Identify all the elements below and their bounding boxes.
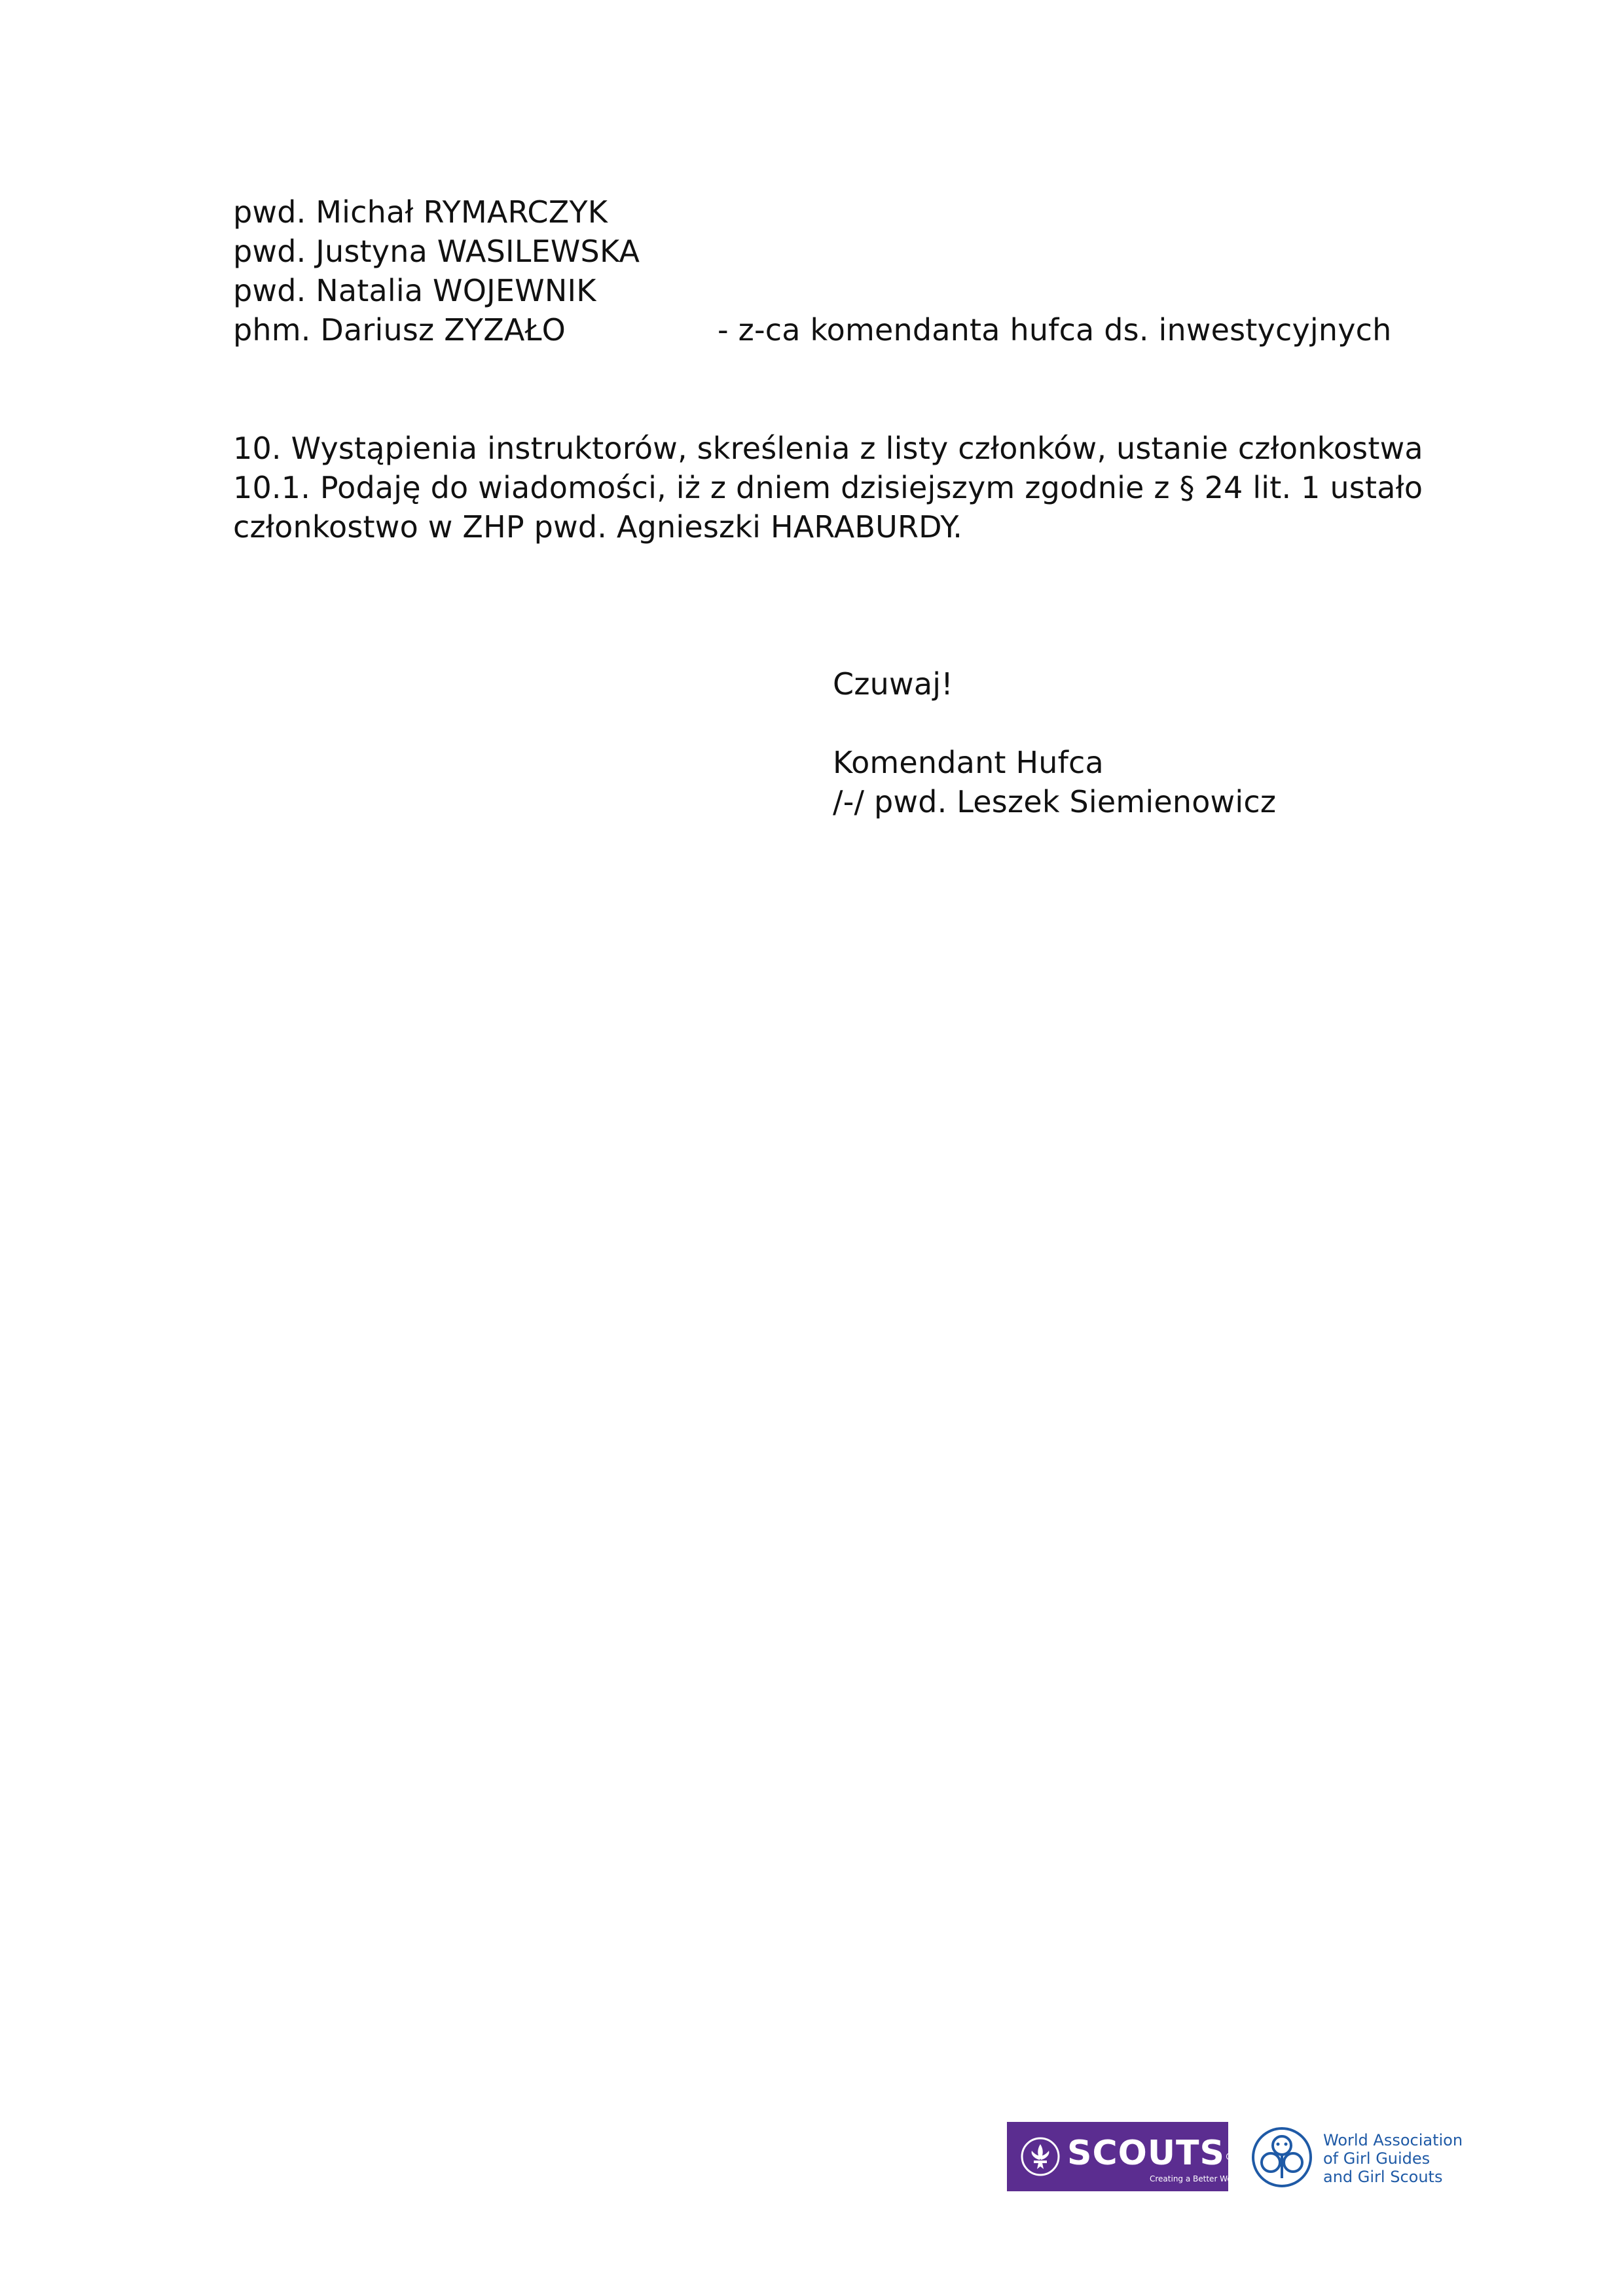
member-name: phm. Dariusz ZYZAŁO xyxy=(233,312,566,348)
fleur-de-lis-icon xyxy=(1020,2136,1061,2177)
member-name: pwd. Natalia WOJEWNIK xyxy=(233,273,596,308)
spacer xyxy=(833,704,1276,743)
member-name: pwd. Justyna WASILEWSKA xyxy=(233,234,640,269)
member-role: - z-ca komendanta hufca ds. inwestycyjnych xyxy=(718,312,1392,348)
signatory-name: /-/ pwd. Leszek Siemienowicz xyxy=(833,784,1277,819)
scouts-logo xyxy=(1007,2122,1243,2191)
wagggs-line: of Girl Guides xyxy=(1323,2149,1431,2168)
member-name: pwd. Michał RYMARCZYK xyxy=(233,194,608,230)
section-paragraph-line: członkostwo w ZHP pwd. Agnieszki HARABURDY. xyxy=(233,509,963,545)
wagggs-wordmark xyxy=(1323,2131,1463,2186)
scouts-wordmark: SCOUTS® xyxy=(1067,2134,1235,2173)
wagggs-line: World Association xyxy=(1323,2131,1463,2149)
section-heading: 10. Wystąpienia instruktorów, skreślenia z listy członków, ustanie członkostwa xyxy=(233,431,1423,466)
membership-section xyxy=(233,429,1423,547)
signature-block xyxy=(833,664,1276,821)
trefoil-icon xyxy=(1250,2126,1313,2189)
scouts-tagline: Creating a Better World xyxy=(1150,2174,1243,2183)
section-paragraph-line: 10.1. Podaję do wiadomości, iż z dniem dzisiejszym zgodnie z § 24 lit. 1 ustało xyxy=(233,470,1423,505)
signatory-title: Komendant Hufca xyxy=(833,745,1104,780)
closing-greeting: Czuwaj! xyxy=(833,666,953,702)
wagggs-line: and Girl Scouts xyxy=(1323,2168,1443,2186)
